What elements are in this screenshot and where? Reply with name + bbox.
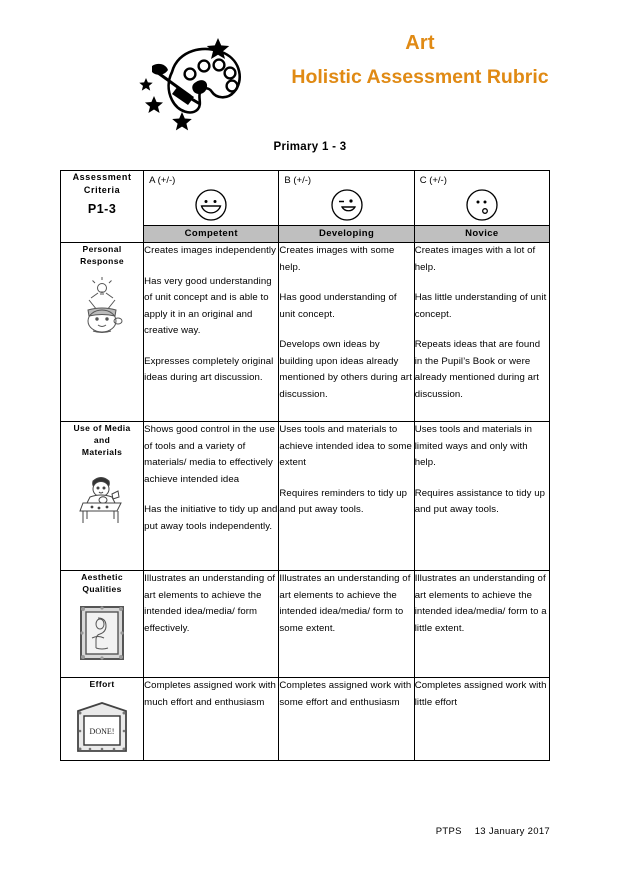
thinking-child-lightbulb-icon [61, 276, 143, 339]
criteria-effort [61, 678, 144, 761]
table-row [61, 571, 550, 678]
criteria-use-of-media [61, 422, 144, 571]
footer-org: PTPS [435, 826, 462, 837]
cell-text: Creates images independently [144, 245, 276, 256]
cell-text: Has the initiative to tidy up and put away tools independently. [144, 504, 278, 532]
cell-text: Creates images with some help. [279, 245, 395, 273]
cell-text: Uses tools and materials in limited ways and only with help. [414, 424, 533, 468]
criteria-label-line1: Aesthetic [81, 572, 124, 582]
criteria-label-line1: Personal [82, 244, 122, 254]
criteria-label-line2: Qualities [82, 584, 122, 594]
cell-text: Expresses completely original ideas during art discussion. [144, 355, 274, 383]
cell-text: Has very good understanding of unit concept and is able to apply it in an original and creative way. [144, 275, 272, 336]
cell-text: Requires assistance to tidy up and put away tools. [414, 487, 546, 515]
table-row [61, 422, 550, 571]
level-band-c: Novice [415, 225, 549, 242]
cell-aesthetic-a [144, 571, 279, 678]
cell-text: Shows good control in the use of tools and a variety of materials/ media to effectively achieve intended idea [144, 424, 276, 485]
level-code-b: B (+/-) [284, 175, 312, 186]
cell-text: Illustrates an understanding of art elements to achieve the intended idea/media/ form effectively. [144, 573, 276, 634]
cell-text: Completes assigned work with much effort and enthusiasm [144, 680, 276, 708]
cell-media-b [279, 422, 414, 571]
cell-personal-a [144, 243, 279, 422]
art-palette-icon [138, 26, 250, 136]
criteria-label-line2: Response [80, 256, 124, 266]
cell-text: Repeats ideas that are found in the Pupil’s Book or were already mentioned during art discussion. [414, 339, 541, 400]
level-code-a: A (+/-) [149, 175, 176, 186]
criteria-aesthetic-qualities [61, 571, 144, 678]
criteria-label-line1: Effort [89, 679, 115, 689]
smiley-happy-face [193, 187, 229, 228]
cell-personal-c [414, 243, 549, 422]
cell-aesthetic-b [279, 571, 414, 678]
assessment-criteria-header [61, 171, 144, 243]
criteria-header-line1: Assessment [72, 172, 132, 182]
rubric-table-wrapper [60, 170, 550, 761]
ornate-picture-frame-icon [61, 604, 143, 667]
cell-text: Completes assigned work with some effort and enthusiasm [279, 680, 412, 708]
child-at-desk-icon [61, 467, 143, 530]
cell-text: Uses tools and materials to achieve intended idea to some extent [279, 424, 412, 468]
criteria-label-line2: and [93, 435, 111, 445]
done-label: DONE! [89, 727, 115, 736]
cell-aesthetic-c [414, 571, 549, 678]
cell-text: Develops own ideas by building upon ideas already mentioned by others during art discussion. [279, 339, 412, 400]
cell-text: Completes assigned work with little effort [414, 680, 547, 708]
cell-text: Creates images with a lot of help. [414, 245, 536, 273]
footer-date: 13 January 2017 [474, 826, 550, 837]
table-row [61, 243, 550, 422]
level-band-a: Competent [144, 225, 278, 242]
page-subtitle: Primary 1 - 3 [273, 141, 347, 153]
smiley-wink-face [329, 187, 365, 228]
level-code-c: C (+/-) [419, 175, 447, 186]
criteria-header-level: P1-3 [87, 202, 117, 216]
page-title-art: Art [405, 32, 435, 54]
page-title-rubric: Holistic Assessment Rubric [291, 66, 549, 88]
level-header-c [414, 171, 549, 243]
level-band-b: Developing [279, 225, 413, 242]
cell-effort-a [144, 678, 279, 761]
table-header-row [61, 171, 550, 243]
cell-text: Illustrates an understanding of art elements to achieve the intended idea/media/ form to a little extent. [414, 573, 547, 634]
cell-effort-c [414, 678, 549, 761]
table-row [61, 678, 550, 761]
title-block [255, 30, 585, 92]
cell-text: Has good understanding of unit concept. [279, 292, 397, 320]
criteria-label-line1: Use of Media [73, 423, 131, 433]
page-footer [0, 826, 550, 837]
cell-text: Has little understanding of unit concept. [414, 292, 547, 320]
rubric-table [60, 170, 550, 761]
page-header [0, 0, 620, 138]
criteria-personal-response [61, 243, 144, 422]
criteria-header-line2: Criteria [83, 185, 121, 195]
cell-text: Illustrates an understanding of art elements to achieve the intended idea/media/ form to some extent. [279, 573, 411, 634]
criteria-label-line3: Materials [81, 447, 123, 457]
cell-text: Requires reminders to tidy up and put away tools. [279, 487, 408, 515]
level-header-a [144, 171, 279, 243]
cell-media-a [144, 422, 279, 571]
smiley-neutral-face [464, 187, 500, 228]
done-frame-icon [61, 699, 143, 760]
cell-media-c [414, 422, 549, 571]
level-header-b [279, 171, 414, 243]
cell-personal-b [279, 243, 414, 422]
cell-effort-b [279, 678, 414, 761]
